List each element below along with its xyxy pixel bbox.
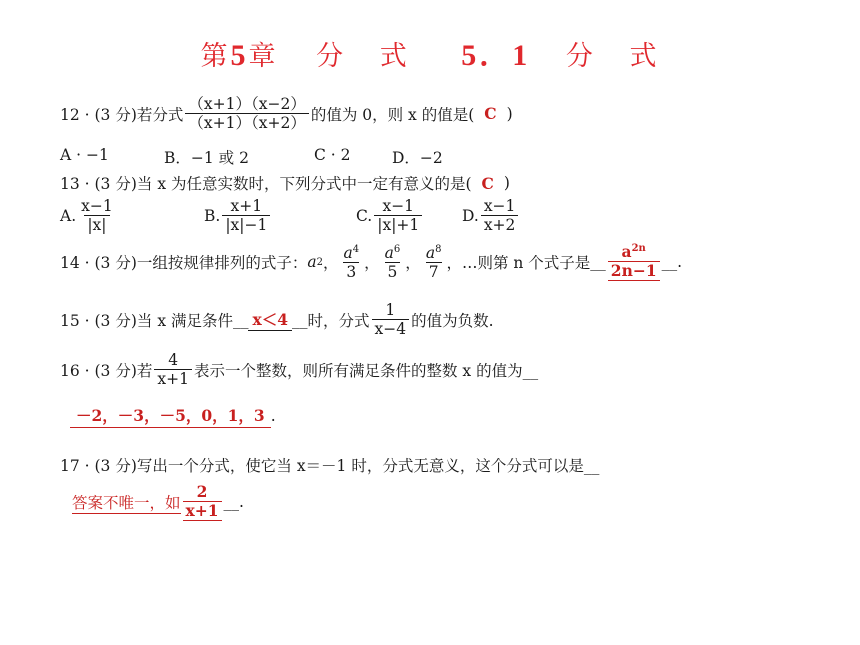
q17-answer-line: 答案不唯一，如 $\frac{2}{x+1}$ __. bbox=[72, 482, 244, 521]
q13-option-d: D. $\frac{x-1}{x+2}$ bbox=[462, 198, 520, 234]
q14-fraction-2: $\frac{a^6}{5}$ bbox=[384, 243, 401, 281]
q12-option-b: B．−1 或 2 bbox=[164, 149, 249, 167]
question-14: 14 · (3 分)一组按规律排列的式子： a 2 ， $\frac{a^4}{3}$ ， $\frac{a^6}{5}$ ， $\frac{a^8}{7}$ ，…则第 n 个式子是 __ $\frac{a^{2n}}{2n-1}$ __. bbox=[60, 242, 683, 281]
q13-option-c: C. $\frac{x-1}{|x|+1}$ bbox=[356, 198, 424, 234]
q14-fraction-3: $\frac{a^8}{7}$ bbox=[425, 243, 442, 281]
question-15: 15 · (3 分)当 x 满足条件 __ x＜4 __ 时，分式 $\frac{1}{x-4}$ 的值为负数. bbox=[60, 301, 494, 339]
question-13: 13 · (3 分)当 x 为任意实数时，下列分式中一定有意义的是( C ) bbox=[60, 173, 510, 193]
q16-fraction: $\frac{4}{x+1}$ bbox=[154, 352, 192, 388]
q12-option-a: A · −1 bbox=[60, 146, 109, 164]
q15-fraction: $\frac{1}{x-4}$ bbox=[372, 302, 410, 338]
q12-option-c: C · 2 bbox=[314, 146, 351, 164]
q13-option-a: A. $\frac{x-1}{|x|}$ bbox=[60, 197, 113, 235]
q12-answer: C bbox=[484, 104, 497, 124]
q12-option-d: D．−2 bbox=[392, 149, 443, 167]
question-17: 17 · (3 分)写出一个分式，使它当 x＝－1 时，分式无意义，这个分式可以是__ bbox=[60, 457, 600, 475]
question-16: 16 · (3 分)若 $\frac{4}{x+1}$ 表示一个整数，则所有满足条件的整数 x 的值为__ bbox=[60, 351, 539, 389]
q14-fraction-1: $\frac{a^4}{3}$ bbox=[343, 243, 360, 281]
q16-answer: －2，－3，－5，0，1，3 bbox=[70, 404, 271, 428]
q15-answer: x＜4 bbox=[248, 308, 292, 331]
question-12: 12 · (3 分)若分式 $\frac{(x+1)(x-2)}{(x+1)(x+2)}$ 的值为 0，则 x 的值是( C ) bbox=[60, 95, 513, 133]
q17-answer: $\frac{2}{x+1}$ bbox=[183, 484, 222, 521]
page-title: 第5章 分 式 5．1 分 式 bbox=[200, 39, 660, 72]
q12-fraction: $\frac{(x+1)(x-2)}{(x+1)(x+2)}$ bbox=[185, 96, 308, 132]
q16-answer-line: －2，－3，－5，0，1，3 . bbox=[70, 404, 276, 428]
q17-answer-prefix: 答案不唯一，如 bbox=[72, 491, 181, 514]
q13-option-b: B. $\frac{x+1}{|x|-1}$ bbox=[204, 198, 272, 234]
q14-answer: $\frac{a^{2n}}{2n-1}$ bbox=[608, 244, 660, 281]
q13-answer: C bbox=[481, 173, 494, 193]
